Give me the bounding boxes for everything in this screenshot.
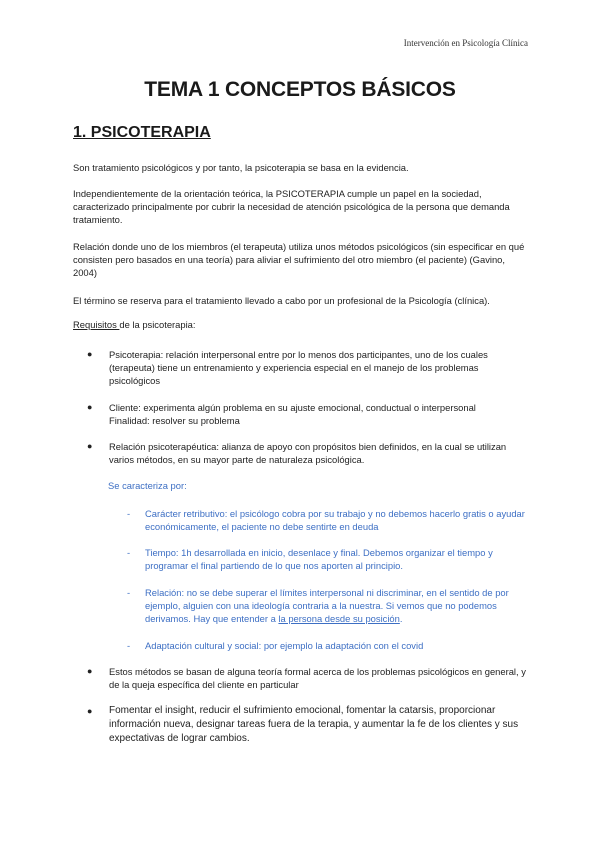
caracteriza-label: Se caracteriza por:	[108, 480, 187, 491]
sub-item-text-underlined: la persona desde su posición	[278, 613, 400, 624]
bullet-text: Relación psicoterapéutica: alianza de apoyo con propósitos bien definidos, en la cual se utilizan varios métodos, en su mayor parte de naturaleza psicológica.	[109, 441, 507, 465]
sub-item-text-post: .	[399, 613, 403, 624]
page-title: TEMA 1 CONCEPTOS BÁSICOS	[144, 78, 456, 101]
bullet-icon: ●	[87, 402, 93, 412]
bullet-text: Psicoterapia: relación interpersonal entre por lo menos dos participantes, uno de los cuales (terapeuta) tiene un entrenamiento y experiencia especial en el manejo de los problemas psicológicos	[109, 349, 488, 386]
paragraph-relacion: Relación donde uno de los miembros (el terapeuta) utiliza unos métodos psicológicos (sin especificar en qué consisten pero basados en una teoría) para aliviar el sufrimiento del otro miembro (el paciente) (Gavino, 2004)	[73, 241, 525, 278]
bullet-text	[109, 401, 527, 427]
sub-item-text: Adaptación cultural y social: por ejemplo la adaptación con el covid	[145, 640, 424, 651]
sub-item-text	[145, 586, 527, 625]
section-heading: 1. PSICOTERAPIA	[73, 124, 211, 141]
bullet-item	[87, 665, 527, 691]
bullet-icon: ●	[87, 441, 93, 451]
bullet-item	[87, 401, 527, 427]
dash-icon: -	[127, 587, 131, 598]
sub-item	[127, 586, 527, 625]
bullet-icon: ●	[87, 706, 93, 716]
bullet-line: Finalidad: resolver su problema	[109, 415, 240, 426]
paragraph-intro: Son tratamiento psicológicos y por tanto, la psicoterapia se basa en la evidencia.	[73, 162, 409, 173]
page-header: Intervención en Psicología Clínica	[403, 38, 528, 48]
paragraph-termino: El término se reserva para el tratamiento llevado a cabo por un profesional de la Psicología (clínica).	[73, 295, 490, 306]
bullet-text: Estos métodos se basan de alguna teoría formal acerca de los problemas psicológicos en general, y de la queja específica del cliente en particular	[109, 666, 526, 690]
bullet-item	[87, 704, 527, 746]
bullet-icon: ●	[87, 666, 93, 676]
dash-icon: -	[127, 547, 131, 558]
bullet-item	[87, 348, 527, 387]
sub-item	[127, 507, 527, 533]
dash-icon: -	[127, 508, 131, 519]
sub-item-text-pre: Relación: no se debe superar el límites interpersonal ni discriminar, en el sentido de por ejemplo, alguien con una ideología contraria a la nuestra. Si vemos que no podemos derivamos. Hay que entender a	[145, 587, 509, 624]
bullet-item	[87, 440, 527, 466]
requisitos-rest: de la psicoterapia:	[119, 319, 196, 330]
sub-item	[127, 639, 527, 652]
sub-item-text: Tiempo: 1h desarrollada en inicio, desenlace y final. Debemos organizar el tiempo y programar el final partiendo de lo que nos aporten al principio.	[145, 547, 493, 571]
bullet-line: Cliente: experimenta algún problema en su ajuste emocional, conductual o interpersonal	[109, 402, 476, 413]
paragraph-orientacion: Independientemente de la orientación teórica, la PSICOTERAPIA cumple un papel en la sociedad, caracterizado principalmente por cubrir la necesidad de atención psicológica de la persona que demanda tratamiento.	[73, 188, 510, 225]
dash-icon: -	[127, 640, 131, 651]
requisitos-underlined: Requisitos	[73, 319, 120, 330]
bullet-icon: ●	[87, 349, 93, 359]
sub-item	[127, 546, 527, 572]
sub-item-text: Carácter retributivo: el psicólogo cobra por su trabajo y no debemos hacerlo gratis o ayudar económicamente, el paciente no debe sentirte en deuda	[145, 508, 525, 532]
requisitos-line	[73, 319, 195, 330]
bullet-text: Fomentar el insight, reducir el sufrimiento emocional, fomentar la catarsis, proporcionar información nueva, designar tareas fuera de la terapia, y aumentar la fe de los clientes y sus expectativas de lograr cambios.	[109, 705, 519, 744]
